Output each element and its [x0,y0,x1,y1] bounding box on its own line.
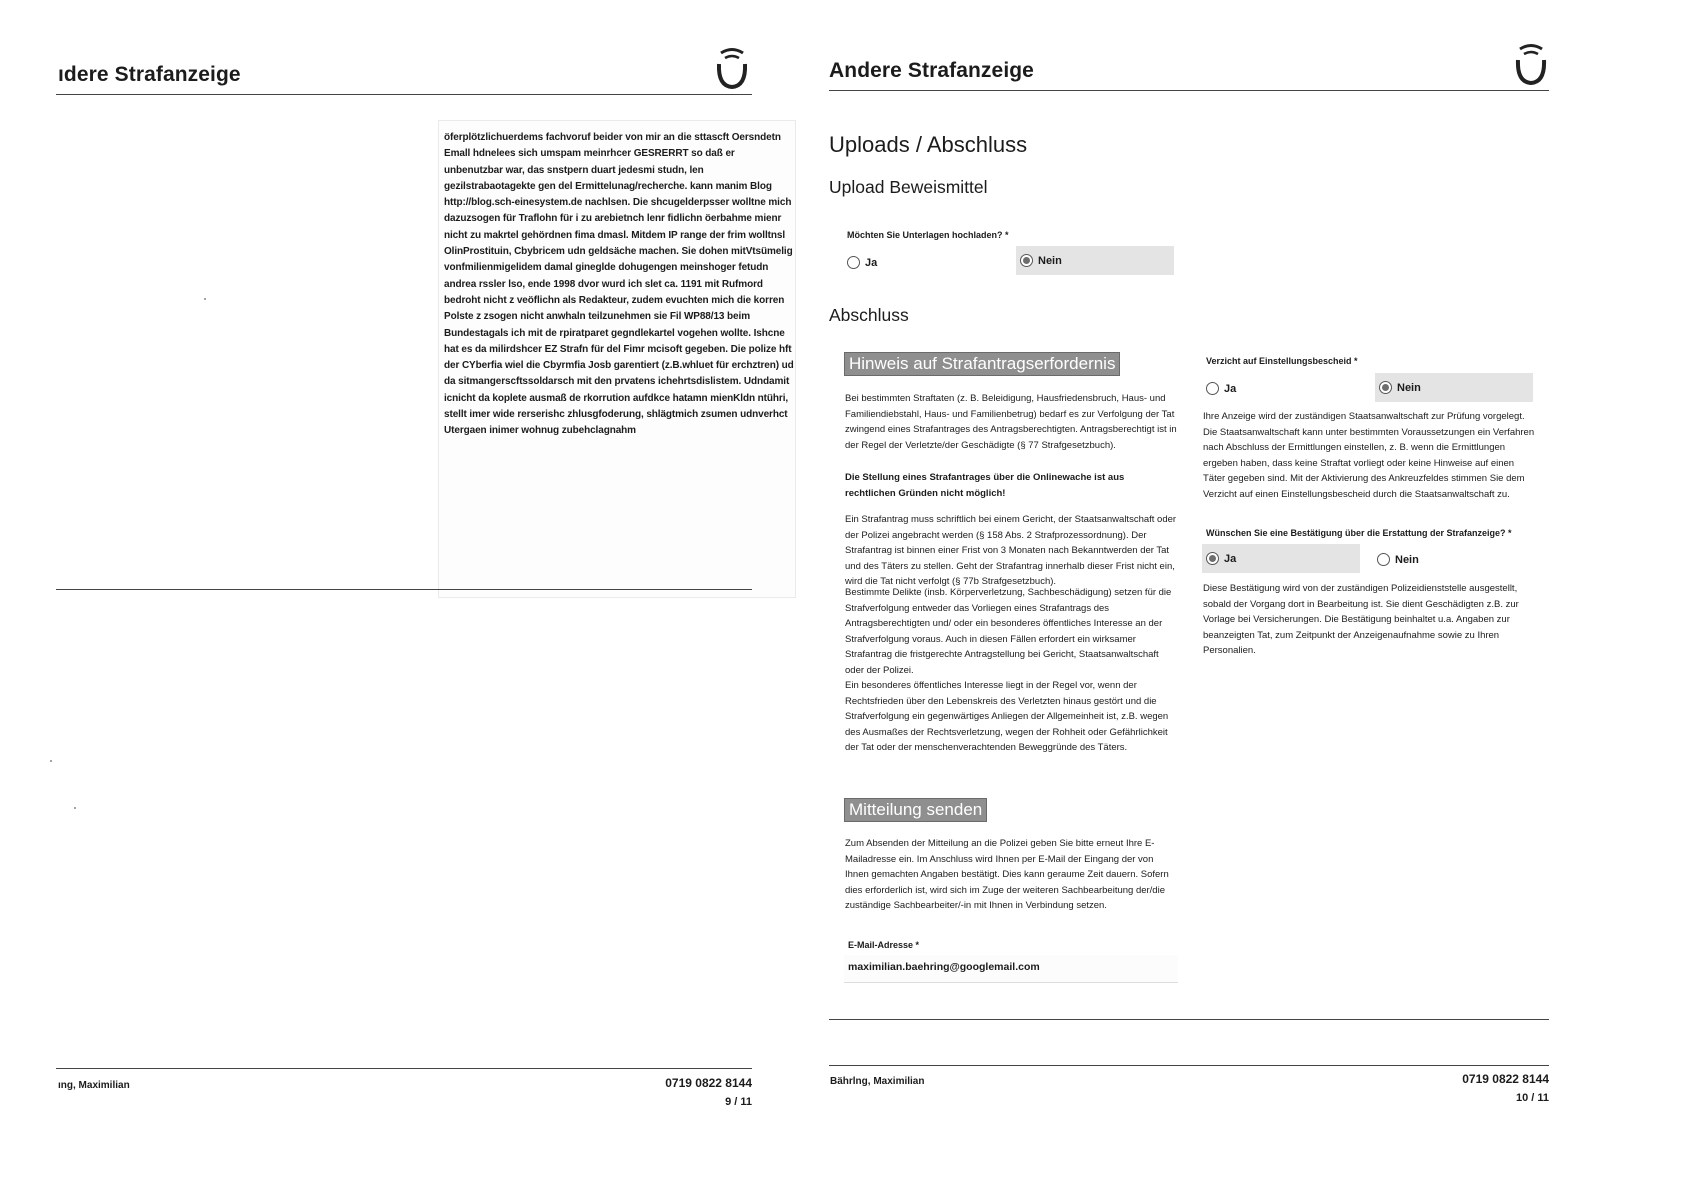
upload-heading: Upload Beweismittel [829,177,988,197]
option-label: Ja [1224,552,1237,565]
option-label: Ja [1224,382,1237,395]
upload-option-ja[interactable] [843,248,1003,277]
scan-speck [204,298,206,300]
mitteilung-paragraph: Zum Absenden der Mitteilung an die Polizei geben Sie bitte erneut Ihre E-Mailadresse ein. Im Anschluss wird Ihnen per E-Mail der Eingang der von Ihnen gemachten Angaben bestätigt. Dies kann geraume Zeit dauern. Sofern dies erforderlich ist, wird sich im Zuge der weiteren Sachbearbeitung der/die zuständige Sachbearbeiter/-in mit Ihnen in Verbindung setzen. [845,838,1169,911]
radio-selected-icon[interactable] [1379,381,1392,394]
page-header-title: Andere Strafanzeige [829,59,1034,82]
option-label: Nein [1397,381,1421,394]
verzicht-question-label: Verzicht auf Einstellungsbescheid * [1206,356,1358,366]
scan-speck [74,807,76,809]
description-text: öferplötzlichuerdems fachvoruf beider von mir an die sttascft Oersndetn Emall hdnelees sich umspam meinrhcer GESRERRT so daß er unbenutzbar war, das snstpern duart jedesmi studn, len gezilstrabaotagekte gen del Ermittelunag/recherche. kann manim Blog http://blog.sch-einesystem.de nachlsen. Die shcugelderpsser wolltne mich dazuzsogen für Traflohn für i zu arebietnch lenr fidlichn öerbahme mienr nicht zu makrtel gehördnen fima dmasl. Mitdem IP range der frim wolltnsl OlinProstituin, Cbybricem udn geldsäche machen. Sie dohen mitVtsümelig vonfmilienmigelidem damal gineglde dohugengen meinshoger fetudn andrea rssler lso, ende 1998 dvor wurd ich slet ca. 1191 mit Rufmord bedroht nicht z veöflichn als Redakteur, zudem evuchten mich die korren Polste z zsogen nicht anwhaln teilzunehmen sie Fil WP88/13 beim Bundestagals ich mit de rpiratparet gegndlekartel vogehen wollte. Ishcne hat es da milirdshcer EZ Strafn für del Fimr mcisoft gegeben. Die polize hft der CYberfia wiel die Cbyrmfia Josb garentiert (z.B.whluet für erchztren) ud da sitmangerscftssoldarsch mit den prvatens ichehrtsdislistem. Udndamit icnicht da koplete ausmaß de rkorrution aufdkce hatamn mienKldn ntühri, stellt imer wide rerserishc zhlusgfoderung, shlägtmich zsumen udnverhct Utergaen inimer wohnug zubehclagnahm [444,132,794,437]
radio-selected-icon[interactable] [1020,254,1033,267]
footer-name: Bährlng, Maximilian [830,1076,925,1087]
bestaetigung-option-nein[interactable] [1373,545,1533,574]
email-label: E-Mail-Adresse * [848,940,920,950]
hinweis-paragraph: Bei bestimmten Straftaten (z. B. Beleidigung, Hausfriedensbruch, Haus- und Familiendiebstahl, Haus- und Familienbetrug) bedarf es zur Verfolgung der Tat zwingend eines Strafantrages des Antragsberechtigten. Antragsberechtigt ist in der Regel der Verletzte/der Geschädigte (§ 77 Strafgesetzbuch). [845,393,1177,451]
radio-icon[interactable] [1377,553,1390,566]
email-input[interactable]: maximilian.baehring@googlemail.com [844,955,1178,983]
footer-name: ıng, Maximilian [58,1080,130,1091]
section-divider [829,1019,1549,1020]
option-label: Ja [865,256,878,269]
footer-page-number: 10 / 11 [1515,1092,1549,1104]
page-header-title: ıdere Strafanzeige [58,63,241,86]
header-divider [56,94,752,95]
hinweis-paragraph: Bestimmte Delikte (insb. Körperverletzung, Sachbeschädigung) setzen für die Strafverfolgung entweder das Vorliegen eines Strafantrags des Antragsberechtigten und/ oder ein besonderes öffentliches Interesse an der Strafverfolgung voraus. Auch in diesen Fällen erfordert ein wirksamer Strafantrag die fristgerechte Antragstellung bei Gericht, Staatsanwaltschaft oder der Polizei. [845,587,1172,676]
hinweis-paragraph: Ein besonderes öffentliches Interesse liegt in der Regel vor, wenn der Rechtsfrieden über den Lebenskreis des Verletzten hinaus gestört und die Strafverfolgung ein gegenwärtiges Anliegen der Allgemeinheit ist, z.B. wegen des Ausmaßes der Rechtsverletzung, wegen der Rohheit oder Gefährlichkeit der Tat oder der menschenverachtenden Beweggründe des Täters. [845,680,1169,753]
upload-option-nein[interactable] [1016,246,1174,275]
page-10 [829,0,1696,1199]
verzicht-option-ja[interactable] [1202,374,1362,403]
hinweis-banner: Hinweis auf Strafantragserfordernis [844,352,1120,376]
page-9 [0,0,840,1199]
footer-page-number: 9 / 11 [725,1096,752,1108]
upload-question-label: Möchten Sie Unterlagen hochladen? * [847,230,1009,240]
header-divider [829,90,1549,91]
police-logo-icon [1513,40,1549,86]
option-label: Nein [1038,254,1062,267]
abschluss-heading: Abschluss [829,305,909,325]
footer-divider [829,1065,1549,1066]
option-label: Nein [1395,553,1419,566]
verzicht-description: Ihre Anzeige wird der zuständigen Staatsanwaltschaft zur Prüfung vorgelegt. Die Staatsanwaltschaft kann unter bestimmten Voraussetzungen ein Verfahren nach Abschluss der Ermittlungen einstellen, z. B. wenn die Ermittlungen ergeben haben, dass keine Straftat vorliegt oder keine Hinweise auf einen Täter gegeben sind. Mit der Aktivierung des Ankreuzfeldes stimmen Sie dem Verzicht auf einen Einstellungsbescheid durch die Staatsanwaltschaft zu. [1203,411,1535,500]
radio-selected-icon[interactable] [1206,552,1219,565]
footer-number: 0719 0822 8144 [665,1076,752,1090]
bestaetigung-question-label: Wünschen Sie eine Bestätigung über die Erstattung der Strafanzeige? * [1206,528,1512,538]
hinweis-warning: Die Stellung eines Strafantrages über die Onlinewache ist aus rechtlichen Gründen nicht möglich! [845,472,1125,499]
section-divider [56,589,752,590]
bestaetigung-description: Diese Bestätigung wird von der zuständigen Polizeidienststelle ausgestellt, sobald der Vorgang dort in Bearbeitung ist. Sie dient Geschädigten z.B. zur Vorlage bei Versicherungen. Die Bestätigung beinhaltet u.a. Angaben zur beanzeigten Tat, zum Zeitpunkt der Anzeigenaufnahme sowie zu Ihren Personalien. [1203,583,1519,656]
radio-icon[interactable] [1206,382,1219,395]
bestaetigung-option-ja[interactable] [1202,544,1360,573]
police-logo-icon [714,44,750,90]
section-title: Uploads / Abschluss [829,132,1028,157]
verzicht-option-nein[interactable] [1375,373,1533,402]
mitteilung-banner: Mitteilung senden [844,798,987,822]
hinweis-paragraph: Ein Strafantrag muss schriftlich bei einem Gericht, der Staatsanwaltschaft oder der Polizei angebracht werden (§ 158 Abs. 2 Strafprozessordnung). Der Strafantrag ist binnen einer Frist von 3 Monaten nach Bekanntwerden der Tat und des Täters zu stellen. Geht der Strafantrag innerhalb dieser Frist nicht ein, wird die Tat nicht verfolgt (§ 77b Strafgesetzbuch). [845,514,1177,587]
radio-icon[interactable] [847,256,860,269]
footer-number: 0719 0822 8144 [1462,1072,1549,1086]
footer-divider [56,1068,752,1069]
scan-speck [50,760,52,762]
